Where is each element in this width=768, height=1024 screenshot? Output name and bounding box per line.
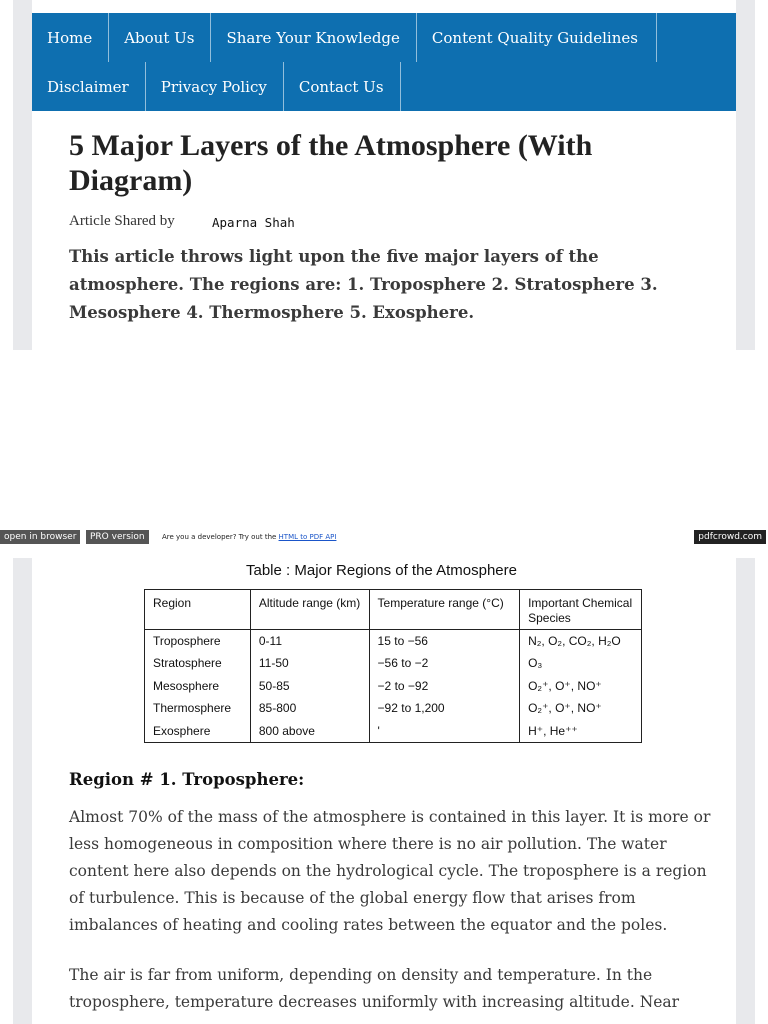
nav-contact-us[interactable]: Contact Us xyxy=(284,62,401,111)
table-row xyxy=(145,697,642,720)
atmosphere-regions-table xyxy=(144,589,642,743)
table-row xyxy=(145,630,642,653)
table-cell: Mesosphere xyxy=(145,675,251,698)
table-body xyxy=(145,630,642,743)
table-cell: 15 to −56 xyxy=(369,630,520,653)
nav-row-2 xyxy=(32,62,401,111)
nav-share-your-knowledge[interactable]: Share Your Knowledge xyxy=(211,13,416,62)
table-cell: −2 to −92 xyxy=(369,675,520,698)
table-cell: 85-800 xyxy=(250,697,369,720)
pdf-page-2 xyxy=(0,558,768,1024)
table-cell: ' xyxy=(369,720,520,743)
table-cell: 50-85 xyxy=(250,675,369,698)
table-cell: O₂⁺, O⁺, NO⁺ xyxy=(520,697,642,720)
section-paragraph: Almost 70% of the mass of the atmosphere is contained in this layer. It is more or less homogeneous in composition where there is no air pollution. The water content here also depends on the hydrological cycle. The troposphere is a region of turbulence. This is because of the global energy flow that arises from imbalances of heating and cooling rates between the equator and the poles. xyxy=(69,808,711,934)
table-cell: H⁺, He⁺⁺ xyxy=(520,720,642,743)
table-cell: Troposphere xyxy=(145,630,251,653)
pdf-page-1 xyxy=(0,0,768,350)
table-row xyxy=(145,675,642,698)
page-gutter-right xyxy=(736,558,755,1024)
table-cell: Stratosphere xyxy=(145,652,251,675)
table-header-row xyxy=(145,590,642,630)
page-gutter-right xyxy=(736,0,755,350)
nav-home[interactable]: Home xyxy=(32,13,109,62)
header-chemical-species: Important Chemical Species xyxy=(520,590,642,630)
table-cell: −92 to 1,200 xyxy=(369,697,520,720)
table-row xyxy=(145,652,642,675)
byline-label: Article Shared by xyxy=(69,213,175,229)
article-title: 5 Major Layers of the Atmosphere (With Diagram) xyxy=(69,129,593,197)
open-in-browser-button[interactable]: open in browser xyxy=(0,530,80,544)
page-gutter-left xyxy=(13,0,32,350)
pdfcrowd-bar xyxy=(0,530,768,544)
nav-about-us[interactable]: About Us xyxy=(109,13,211,62)
table-cell: Exosphere xyxy=(145,720,251,743)
header-temperature: Temperature range (°C) xyxy=(369,590,520,630)
table-cell: 11-50 xyxy=(250,652,369,675)
nav-disclaimer[interactable]: Disclaimer xyxy=(32,62,146,111)
table-cell: N₂, O₂, CO₂, H₂O xyxy=(520,630,642,653)
table-caption: Table : Major Regions of the Atmosphere xyxy=(246,562,517,579)
article-intro: This article throws light upon the five major layers of the atmosphere. The regions are: 1. Troposphere 2. Stratosphere 3. Mesosphere 4. Thermosphere 5. Exosphere. xyxy=(69,247,658,322)
developer-promo-text: Are you a developer? Try out the xyxy=(162,533,277,541)
section-paragraph: The air is far from uniform, depending on density and temperature. In the troposphere, temperature decreases uniformly with increasing altitude. Near xyxy=(69,966,680,1011)
nav-row-1 xyxy=(32,13,657,62)
table-cell: 800 above xyxy=(250,720,369,743)
page-gutter-left xyxy=(13,558,32,1024)
main-navigation xyxy=(32,13,736,111)
nav-content-quality-guidelines[interactable]: Content Quality Guidelines xyxy=(417,13,657,62)
pdfcrowd-brand-link[interactable]: pdfcrowd.com xyxy=(694,530,766,544)
table-row xyxy=(145,720,642,743)
pro-version-button[interactable]: PRO version xyxy=(86,530,149,544)
nav-privacy-policy[interactable]: Privacy Policy xyxy=(146,62,284,111)
byline xyxy=(69,213,295,230)
header-region: Region xyxy=(145,590,251,630)
table-cell: O₃ xyxy=(520,652,642,675)
developer-promo xyxy=(162,531,336,543)
table-cell: 0-11 xyxy=(250,630,369,653)
table-cell: Thermosphere xyxy=(145,697,251,720)
html-to-pdf-api-link[interactable]: HTML to PDF API xyxy=(278,533,337,541)
header-altitude: Altitude range (km) xyxy=(250,590,369,630)
table-cell: O₂⁺, O⁺, NO⁺ xyxy=(520,675,642,698)
author-name[interactable]: Aparna Shah xyxy=(212,215,295,230)
section-heading: Region # 1. Troposphere: xyxy=(69,770,305,789)
table-cell: −56 to −2 xyxy=(369,652,520,675)
